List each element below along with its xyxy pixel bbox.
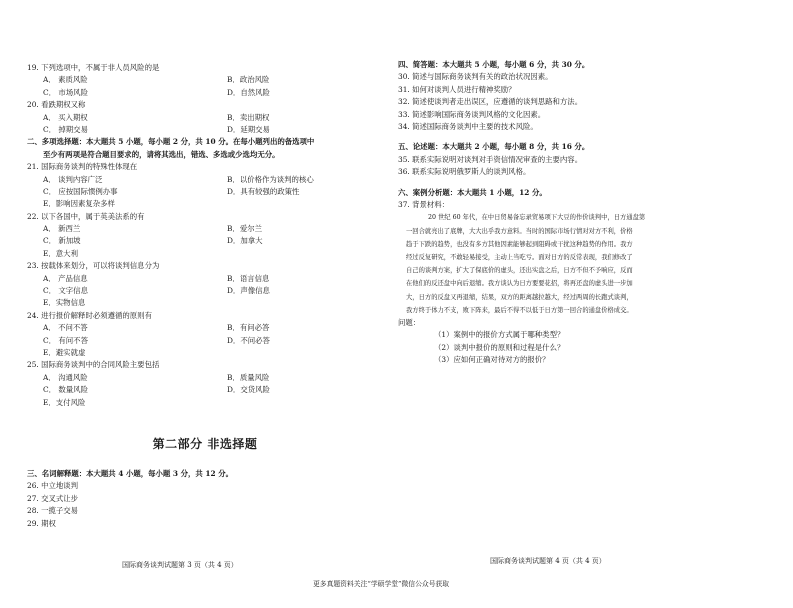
case-question: （3）应如何正确对待对方的报价？ [434,355,550,365]
case-question: （2）谈判中报价的原则和过程是什么？ [434,342,565,352]
option-a: A． 沟通风险 [43,372,88,382]
option-b: B．以价格作为谈判的核心 [227,174,314,184]
case-line: 大，日方的反盘又再退缩，结果，双方的距离越拉越大，经过两周的长跑式谈判， [406,293,633,301]
section2-header-cont: 至少有两项是符合题目要求的，请将其选出，错选、多选或少选均无分。 [43,149,280,159]
term-item: 27. 交叉式让步 [27,493,79,503]
option-e: E．支付风险 [43,397,86,407]
q24-stem: 24. 进行报价解释时必须遵循的原则有 [27,310,152,320]
option-e: E．避实就虚 [43,347,86,357]
option-c: C． 数量风险 [43,385,88,395]
section2-header: 二、多项选择题：本大题共 5 小题，每小题 2 分，共 10 分。在每小题列出的备选项中 [27,137,315,147]
option-e: E．实物信息 [43,298,86,308]
case-question: （1）案例中的报价方式属于哪种类型？ [434,330,565,340]
section5-header: 五、论述题：本大题共 2 小题，每小题 8 分，共 16 分。 [398,142,590,152]
option-a: A． 产品信息 [43,273,88,283]
q21-options-row1 [27,174,372,186]
left-footer: 国际商务谈判试题第 3 页（共 4 页） [122,561,238,569]
case-line: 我方终于体力不支，败下阵来，最后不得不以低于日方第一回合的通盘价格成交。 [406,306,633,314]
option-a: A． 新西兰 [43,224,81,234]
section6-header: 六、案例分析题：本大题共 1 小题，12 分。 [398,187,547,197]
option-d: D．自然风险 [227,87,270,97]
option-a: A． 不问不答 [43,323,88,333]
option-e: E．意大利 [43,248,78,258]
q22-stem: 22. 以下各国中，属于英美法系的有 [27,211,145,221]
case-line: 20 世纪 60 年代，在中日贸易备忘录贸易项下大豆的作价谈判中，日方通盘第 [428,214,646,222]
left-page [27,62,372,409]
q19-stem: 19. 下列选项中，不属于非人员风险的是 [27,63,160,72]
q37-stem: 37. 背景材料： [398,199,450,209]
q19-options-row1 [27,74,372,86]
q24-options-row1 [27,322,372,334]
q23-options-row1 [27,273,372,285]
case-line: 自己的谈判方案，扩大了保底价的虚头，还出实盘之后，日方不但不予响应，反而 [406,267,633,275]
option-b: B．语言信息 [227,273,270,283]
case-material [398,211,758,317]
option-d: D．延期交易 [227,124,270,134]
left-terms [27,468,372,530]
q22-options-row2 [27,235,372,247]
term-item: 26. 中立地谈判 [27,481,79,491]
option-b: B．爱尔兰 [227,224,262,234]
option-d: D．加拿大 [227,236,263,246]
option-c: C． 掉期交易 [43,124,88,134]
option-d: D．具有较强的政策性 [227,186,300,196]
case-line: 趋于下跌的趋势，也没有多方其他因素能够起到阻碍或干扰这种趋势的作用。我方 [406,240,633,248]
q20-options-row1 [27,112,372,124]
q21-options-row2 [27,186,372,198]
option-c: C． 文字信息 [43,286,88,296]
option-d: D．不问必答 [227,335,270,345]
option-a: A． 谈判内容广泛 [43,174,103,184]
q23-options-row2 [27,285,372,297]
question-item: 34. 简述国际商务谈判中主要的技术风险。 [398,121,538,131]
q21-stem: 21. 国际商务谈判的特殊性体现在 [27,162,138,172]
q25-options-row2 [27,384,372,396]
case-line: 经过反复研究，不敢轻易接受，主动上当吃亏。面对日方的反常表现，我们修改了 [406,253,633,261]
case-line: 在他们的反还盘中向后退缩。我方谈认为日方要要花招，将再还盘的虚头进一步加 [406,280,633,288]
q25-options-row1 [27,372,372,384]
option-b: B．政治风险 [227,75,270,85]
option-b: B．有问必答 [227,323,270,333]
questions-label: 问题： [398,317,421,327]
q23-stem: 23. 按载体来划分，可以将谈判信息分为 [27,261,160,271]
right-footer: 国际商务谈判试题第 4 页（共 4 页） [490,557,606,565]
section4-header: 四、简答题：本大题共 5 小题，每小题 6 分，共 30 分。 [398,60,590,69]
option-d: D．交货风险 [227,385,270,395]
option-a: A． 素质风险 [43,75,88,85]
q22-options-row1 [27,223,372,235]
q20-options-row2 [27,124,372,136]
q24-options-row2 [27,335,372,347]
question-item: 33. 简述影响国际商务谈判风格的文化因素。 [398,109,546,119]
option-b: B．质量风险 [227,372,270,382]
bottom-note: 更多真题资料关注“学硕学堂”微信公众号获取 [313,580,450,588]
question-item: 35. 联系实际说明对谈判对手资信情况审查的主要内容。 [398,154,583,164]
question-item: 30. 简述与国际商务谈判有关的政治状况因素。 [398,72,553,82]
question-item: 36. 联系实际说明俄罗斯人的谈判风格。 [398,167,531,177]
option-c: C． 市场风险 [43,87,88,97]
option-c: C． 有问不答 [43,335,88,345]
option-a: A． 买入期权 [43,112,88,122]
option-c: C． 新加坡 [43,236,81,246]
q25-stem: 25. 国际商务谈判中的合同风险主要包括 [27,360,160,370]
q19-options-row2 [27,87,372,99]
question-item: 32. 简述使谈判者走出误区，应遵循的谈判思路和方法。 [398,97,583,107]
option-e: E．影响因素复杂多样 [43,199,115,209]
section3-header: 三、名词解释题：本大题共 4 小题，每小题 3 分，共 12 分。 [27,469,233,478]
option-c: C． 应按国际惯例办事 [43,186,118,196]
term-item: 29. 期权 [27,518,56,528]
question-item: 31. 如何对谈判人员进行精神奖励？ [398,84,516,94]
q20-stem: 20. 看跌期权又称 [27,100,86,110]
right-page [398,59,770,366]
term-item: 28. 一揽子交易 [27,506,79,516]
option-b: B．卖出期权 [227,112,270,122]
option-d: D．声像信息 [227,286,270,296]
case-line: 一回合就亮出了底牌，大大出乎我方意料。当时的国际市场行情对对方不利，价格 [406,227,633,235]
part-title: 第二部分 非选择题 [152,437,258,451]
